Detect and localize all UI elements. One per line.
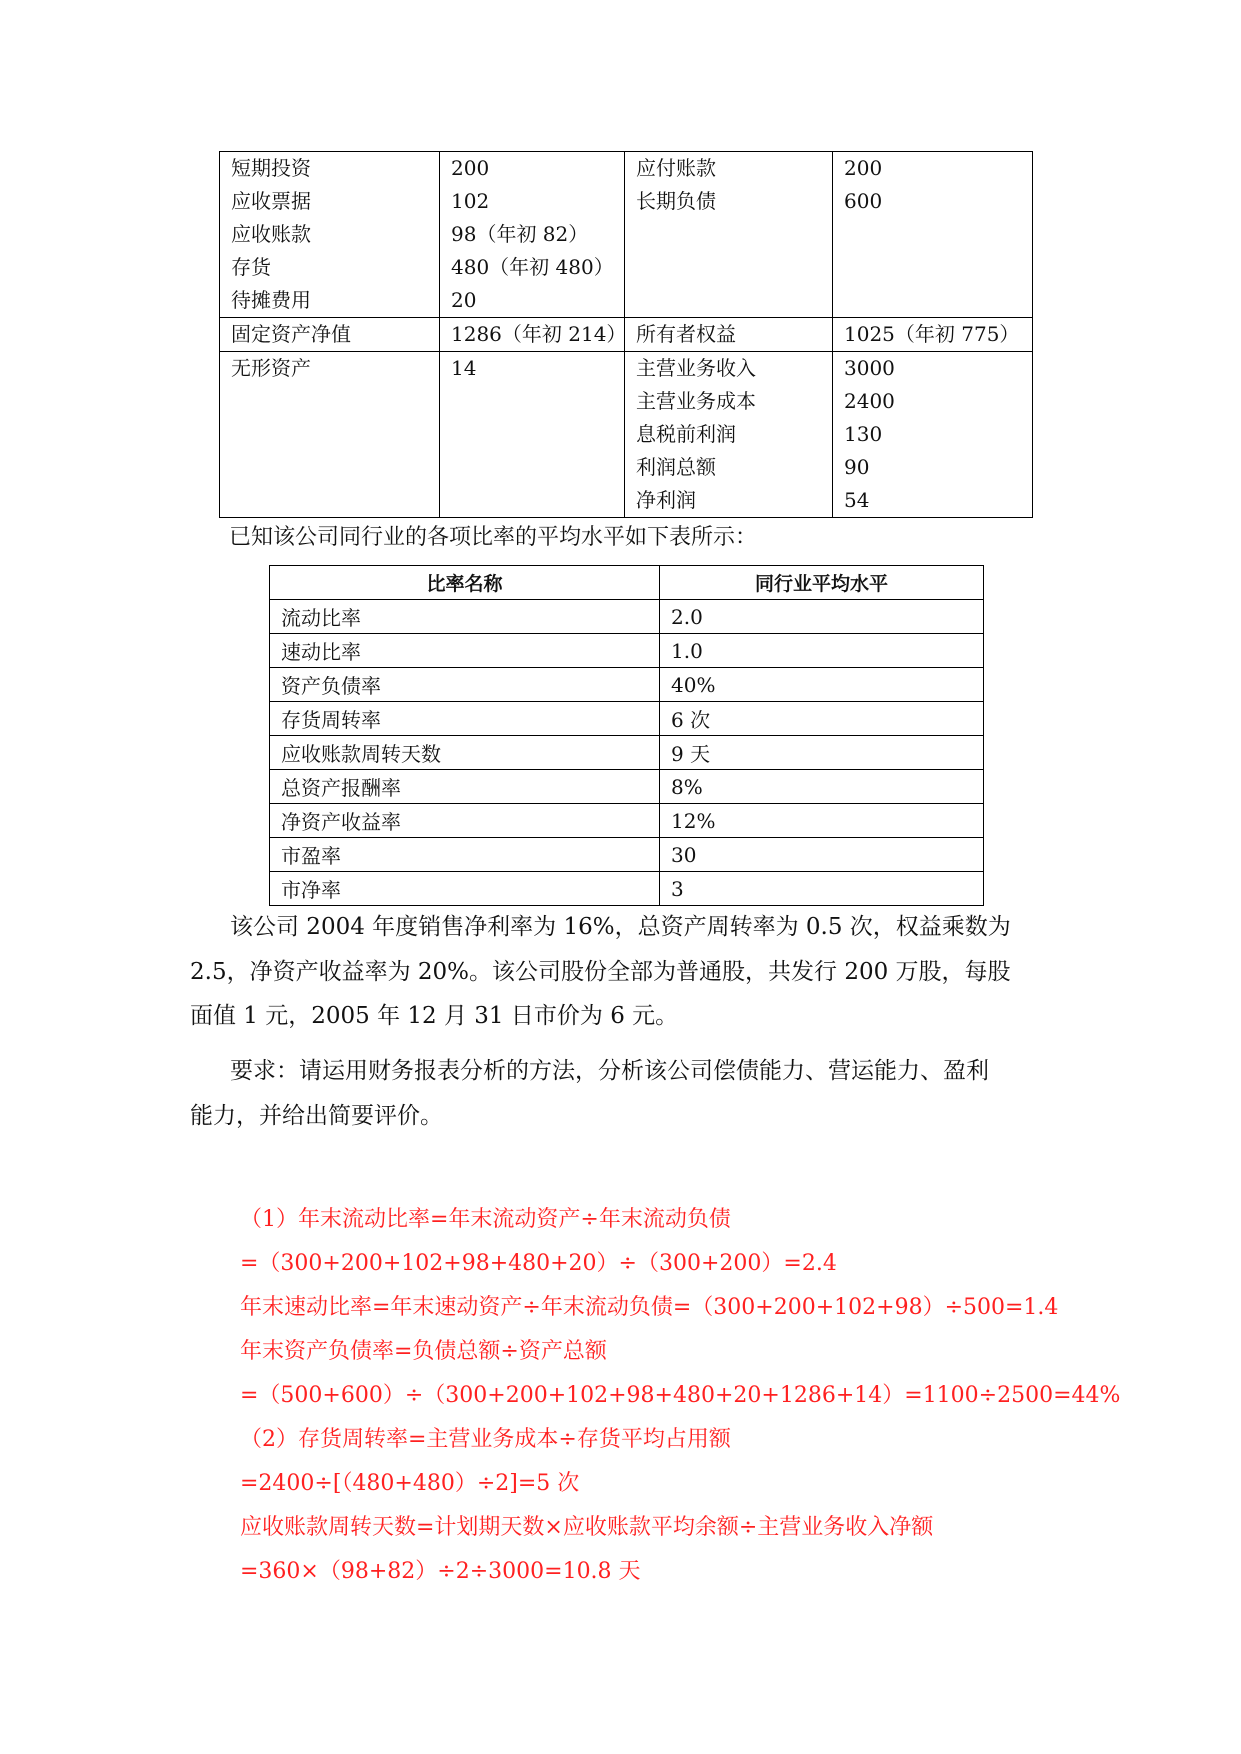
ratio-name: 市净率 bbox=[270, 872, 660, 906]
table-cell-text: 短期投资 bbox=[231, 156, 311, 180]
table-cell-text: 54 bbox=[844, 488, 870, 512]
ratio-value: 30 bbox=[660, 838, 984, 872]
table-cell-text: 主营业务成本 bbox=[636, 389, 756, 413]
ratio-value: 6 次 bbox=[660, 702, 984, 736]
ratio-name: 流动比率 bbox=[270, 600, 660, 634]
income-values bbox=[833, 352, 1033, 518]
paragraph-line: 该公司 2004 年度销售净利率为 16%，总资产周转率为 0.5 次，权益乘数为 bbox=[230, 914, 1011, 940]
table-row bbox=[270, 838, 984, 872]
table-cell-text: 待摊费用 bbox=[231, 288, 311, 312]
table-cell-text: 102 bbox=[451, 189, 490, 213]
answer-line: （1）年末流动比率=年末流动资产÷年末流动负债 bbox=[240, 1207, 731, 1232]
ratio-name: 市盈率 bbox=[270, 838, 660, 872]
answer-line: 年末资产负债率=负债总额÷资产总额 bbox=[240, 1339, 607, 1364]
table-row bbox=[220, 152, 1033, 318]
answer-block bbox=[240, 1198, 1120, 1594]
table-cell bbox=[440, 352, 625, 518]
table-cell bbox=[440, 318, 625, 352]
paragraph-line: 要求：请运用财务报表分析的方法，分析该公司偿债能力、营运能力、盈利 bbox=[230, 1058, 989, 1084]
table-cell-text: 固定资产净值 bbox=[231, 322, 351, 346]
ratio-value: 12% bbox=[660, 804, 984, 838]
ratio-value: 9 天 bbox=[660, 736, 984, 770]
table-cell-text: 存货 bbox=[231, 255, 271, 279]
table-cell-text: 90 bbox=[844, 455, 870, 479]
paragraph-line: 2.5，净资产收益率为 20%。该公司股份全部为普通股，共发行 200 万股，每股 bbox=[190, 958, 1011, 985]
table-cell-text: 长期负债 bbox=[636, 189, 716, 213]
balance-sheet-table bbox=[219, 151, 1033, 518]
table-cell bbox=[220, 352, 440, 518]
table-cell-text: 利润总额 bbox=[636, 455, 716, 479]
ratio-name: 总资产报酬率 bbox=[270, 770, 660, 804]
liabilities-labels bbox=[625, 152, 833, 318]
intro-text: 已知该公司同行业的各项比率的平均水平如下表所示： bbox=[229, 525, 758, 550]
table-cell-text: 息税前利润 bbox=[636, 422, 736, 446]
table-row bbox=[220, 318, 1033, 352]
table-cell-text: 主营业务收入 bbox=[636, 356, 756, 380]
column-header: 比率名称 bbox=[270, 566, 660, 600]
ratio-value: 2.0 bbox=[660, 600, 984, 634]
table-cell-text: 1286（年初 214） bbox=[451, 322, 627, 346]
current-assets-labels bbox=[220, 152, 440, 318]
table-cell-text: 所有者权益 bbox=[636, 322, 736, 346]
table-row bbox=[270, 804, 984, 838]
paragraph-line: 面值 1 元，2005 年 12 月 31 日市价为 6 元。 bbox=[190, 1003, 679, 1029]
table-cell-text: 200 bbox=[451, 156, 490, 180]
ratio-value: 40% bbox=[660, 668, 984, 702]
table-cell-text: 无形资产 bbox=[231, 356, 311, 380]
answer-line: 应收账款周转天数=计划期天数×应收账款平均余额÷主营业务收入净额 bbox=[240, 1515, 934, 1540]
ratio-name: 净资产收益率 bbox=[270, 804, 660, 838]
answer-line: =（300+200+102+98+480+20）÷（300+200）=2.4 bbox=[240, 1251, 837, 1276]
table-cell bbox=[220, 318, 440, 352]
answer-line: =360×（98+82）÷2÷3000=10.8 天 bbox=[240, 1559, 641, 1584]
table-row bbox=[270, 736, 984, 770]
table-row bbox=[270, 634, 984, 668]
ratio-value: 3 bbox=[660, 872, 984, 906]
income-labels bbox=[625, 352, 833, 518]
table-row bbox=[270, 770, 984, 804]
current-assets-values bbox=[440, 152, 625, 318]
column-header: 同行业平均水平 bbox=[660, 566, 984, 600]
answer-line: （2）存货周转率=主营业务成本÷存货平均占用额 bbox=[240, 1427, 731, 1452]
table-row bbox=[270, 702, 984, 736]
table-row bbox=[220, 352, 1033, 518]
table-cell-text: 600 bbox=[844, 189, 883, 213]
problem-paragraph bbox=[190, 905, 1060, 1039]
ratio-value: 1.0 bbox=[660, 634, 984, 668]
table-cell bbox=[833, 318, 1033, 352]
paragraph-line: 能力，并给出简要评价。 bbox=[190, 1102, 443, 1129]
table-cell-text: 14 bbox=[451, 356, 477, 380]
table-cell-text: 2400 bbox=[844, 389, 895, 413]
table-cell bbox=[625, 318, 833, 352]
table-cell-text: 净利润 bbox=[636, 488, 696, 512]
ratio-name: 速动比率 bbox=[270, 634, 660, 668]
table-row bbox=[270, 872, 984, 906]
table-cell-text: 应收票据 bbox=[231, 189, 311, 213]
table-cell-text: 480（年初 480） bbox=[451, 255, 614, 279]
table-cell-text: 应收账款 bbox=[231, 222, 311, 246]
table-cell-text: 98（年初 82） bbox=[451, 222, 589, 246]
table-cell-text: 3000 bbox=[844, 356, 895, 380]
answer-line: 年末速动比率=年末速动资产÷年末流动负债=（300+200+102+98）÷500=1.4 bbox=[240, 1295, 1059, 1320]
ratio-name: 应收账款周转天数 bbox=[270, 736, 660, 770]
table-cell-text: 200 bbox=[844, 156, 883, 180]
answer-line: =2400÷[（480+480）÷2]=5 次 bbox=[240, 1471, 580, 1496]
table-cell-text: 20 bbox=[451, 288, 477, 312]
table-row bbox=[270, 668, 984, 702]
answer-line: =（500+600）÷（300+200+102+98+480+20+1286+14）=1100÷2500=44% bbox=[240, 1383, 1121, 1408]
ratio-name: 存货周转率 bbox=[270, 702, 660, 736]
table-cell-text: 130 bbox=[844, 422, 883, 446]
table-cell-text: 应付账款 bbox=[636, 156, 716, 180]
table-header-row bbox=[270, 566, 984, 600]
table-row bbox=[270, 600, 984, 634]
table-cell-text: 1025（年初 775） bbox=[844, 322, 1020, 346]
liabilities-values bbox=[833, 152, 1033, 318]
ratio-value: 8% bbox=[660, 770, 984, 804]
requirement-paragraph bbox=[190, 1049, 1060, 1138]
industry-average-table bbox=[269, 565, 984, 906]
ratio-name: 资产负债率 bbox=[270, 668, 660, 702]
